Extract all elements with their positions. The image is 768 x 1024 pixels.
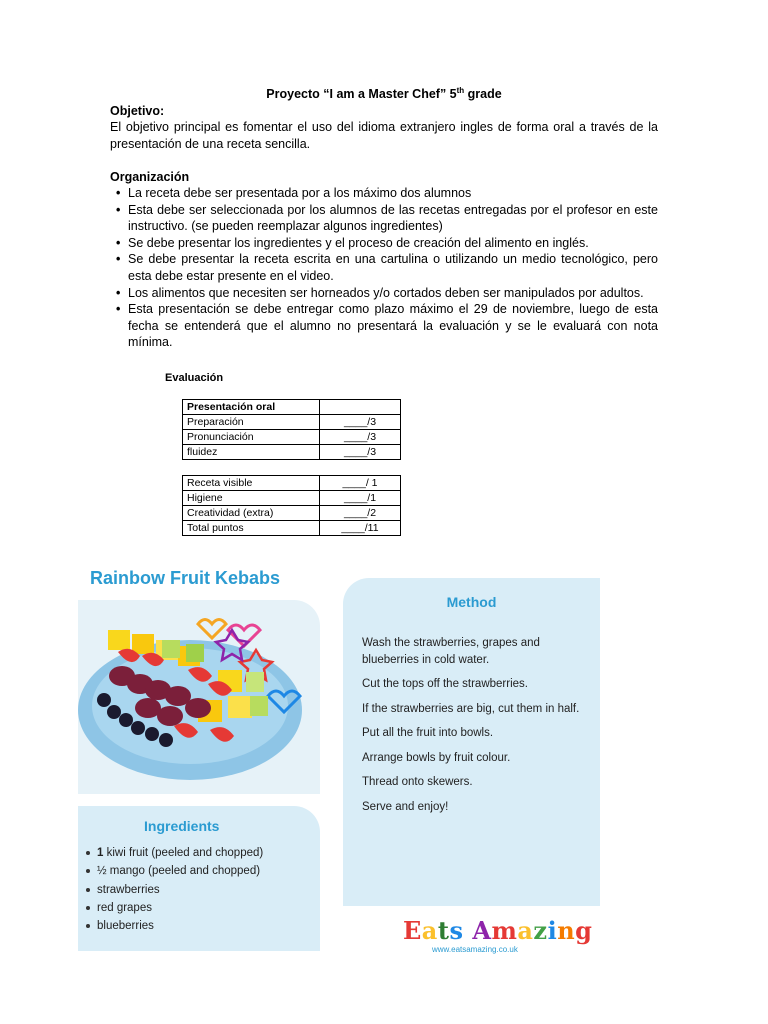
logo-letter: s [449,916,464,945]
logo-letter: A [472,916,492,945]
method-step: If the strawberries are big, cut them in half. [362,702,580,715]
logo-letter: t [437,916,450,945]
method-step: Cut the tops off the strawberries. [362,678,528,690]
table-cell-label: Creatividad (extra) [183,506,320,521]
table-row [183,445,401,460]
table-header-row [183,400,401,415]
rule-item: • Esta presentación se debe entregar como plazo máximo el 29 de noviembre, luego de esta fecha se entenderá que el alumno no presentará la evaluación y se le evaluará con nota mínima. [110,301,658,351]
logo-letter: z [533,916,548,945]
rule-item: • Esta debe ser seleccionada por los alumnos de las recetas entregadas por el profesor en este instructivo. (se pueden reemplazar algunos ingredientes) [110,202,658,235]
fruit-kebab-illustration [78,600,320,794]
method-heading: Method [446,594,497,610]
ingredient-item: blueberries [84,917,263,935]
table-cell-score: ____/3 [320,415,401,430]
table-row [183,506,401,521]
logo-letter: m [491,916,518,945]
table-row [183,521,401,536]
evaluacion-heading: Evaluación [165,372,224,384]
rule-item: • Los alimentos que necesiten ser horneados y/o cortados deben ser manipulados por adultos. [110,285,658,302]
table-row [183,476,401,491]
recipe-title: Rainbow Fruit Kebabs [90,568,281,588]
method-step: Thread onto skewers. [362,776,473,788]
eats-amazing-logo [403,916,592,945]
table-header: Presentación oral [183,400,320,415]
table-cell-score: ____/11 [320,521,401,536]
table-row [183,491,401,506]
ingredients-heading: Ingredients [144,818,220,834]
table-row [183,415,401,430]
logo-letter: E [403,916,422,945]
logo-letter: a [517,916,534,945]
method-step: Wash the strawberries, grapes and blueberries in cold water. [362,637,540,666]
table-row [183,430,401,445]
table-cell-score: ____/1 [320,491,401,506]
rule-item: • Se debe presentar los ingredientes y el proceso de creación del alimento en inglés. [110,235,658,252]
evaluation-table-extra [182,475,401,536]
table-cell-label: Receta visible [183,476,320,491]
logo-letter: n [557,916,576,945]
ingredients-list [84,844,263,935]
table-cell-label: Pronunciación [183,430,320,445]
table-cell-score: ____/ 1 [320,476,401,491]
logo-letter: i [547,916,558,945]
method-step: Put all the fruit into bowls. [362,727,494,739]
rule-item: • Se debe presentar la receta escrita en una cartulina o utilizando un medio tecnológico, pero esta debe estar presente en el video. [110,251,658,284]
ingredient-item: strawberries [84,881,263,899]
ingredient-item: 1 kiwi fruit (peeled and chopped) [84,844,263,862]
logo-letter [463,916,472,945]
rule-item: • La receta debe ser presentada por a los máximo dos alumnos [110,185,658,202]
evaluation-table-oral [182,399,401,460]
table-cell-score: ____/3 [320,445,401,460]
objetivo-text: El objetivo principal es fomentar el uso del idioma extranjero ingles de forma oral a través de la presentación de una receta sencilla. [110,120,658,151]
method-step: Serve and enjoy! [362,800,449,813]
table-cell-label: fluidez [183,445,320,460]
method-step: Arrange bowls by fruit colour. [362,751,511,764]
logo-letter: a [421,916,438,945]
document-title: Proyecto “I am a Master Chef” 5th grade [266,86,502,102]
objetivo-heading: Objetivo: [110,104,165,118]
organizacion-heading: Organización [110,170,190,184]
table-cell-label: Higiene [183,491,320,506]
logo-letter: g [575,916,593,945]
ingredient-item: red grapes [84,899,263,917]
organizacion-list [110,185,658,351]
method-steps [362,635,597,823]
table-cell-label: Total puntos [183,521,320,536]
table-cell-score: ____/3 [320,430,401,445]
table-cell-score: ____/2 [320,506,401,521]
table-cell-label: Preparación [183,415,320,430]
ingredient-item: ½ mango (peeled and chopped) [84,862,263,880]
fruit-kebab-photo [78,600,320,794]
logo-url: www.eatsamazing.co.uk [432,945,518,954]
